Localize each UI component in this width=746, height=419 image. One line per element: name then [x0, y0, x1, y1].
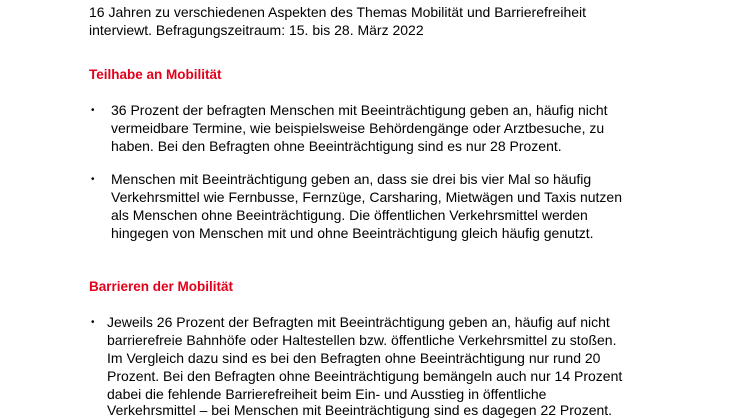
bullet-text-line: Verkehrsmittel wie Fernbusse, Fernzüge, Carsharing, Mietwägen und Taxis nutzen [111, 189, 622, 205]
bullet-icon: • [91, 105, 95, 116]
section-heading-teilhabe: Teilhabe an Mobilität [89, 67, 222, 82]
bullet-icon: • [91, 317, 95, 328]
bullet-text-line: vermeidbare Termine, wie beispielsweise Behördengänge oder Arztbesuche, zu [111, 120, 605, 136]
bullet-text-line: Prozent. Bei den Befragten ohne Beeinträchtigung bemängeln auch nur 14 Prozent [107, 368, 623, 384]
intro-line-2: interviewt. Befragungszeitraum: 15. bis 28. März 2022 [89, 22, 424, 38]
bullet-text-line: Menschen mit Beeinträchtigung geben an, dass sie drei bis vier Mal so häufig [111, 171, 592, 187]
bullet-icon: • [91, 174, 95, 185]
intro-line-1: 16 Jahren zu verschiedenen Aspekten des Themas Mobilität und Barrierefreiheit [89, 4, 587, 20]
bullet-text-line: Im Vergleich dazu sind es bei den Befragten ohne Beeinträchtigung nur rund 20 [107, 350, 601, 366]
bullet-text-line: als Menschen ohne Beeinträchtigung. Die öffentlichen Verkehrsmittel werden [111, 207, 588, 223]
bullet-text-line: dabei die fehlende Barrierefreiheit beim Ein- und Ausstieg in öffentliche [107, 386, 547, 402]
bullet-text-line: 36 Prozent der befragten Menschen mit Beeinträchtigung geben an, häufig nicht [111, 102, 608, 118]
bullet-text-line: haben. Bei den Befragten ohne Beeinträchtigung sind es nur 28 Prozent. [111, 138, 562, 154]
bullet-text-line: hingegen von Menschen mit und ohne Beeinträchtigung gleich häufig genutzt. [111, 225, 594, 241]
section-heading-barrieren: Barrieren der Mobilität [89, 279, 234, 294]
bullet-text-line: Verkehrsmittel – bei Menschen mit Beeinträchtigung sind es dagegen 22 Prozent. [107, 402, 613, 418]
bullet-text-line: Jeweils 26 Prozent der Befragten mit Beeinträchtigung geben an, häufig auf nicht [107, 314, 610, 330]
bullet-text-line: barrierefreie Bahnhöfe oder Haltestellen bzw. öffentliche Verkehrsmittel zu stoßen. [107, 332, 617, 348]
